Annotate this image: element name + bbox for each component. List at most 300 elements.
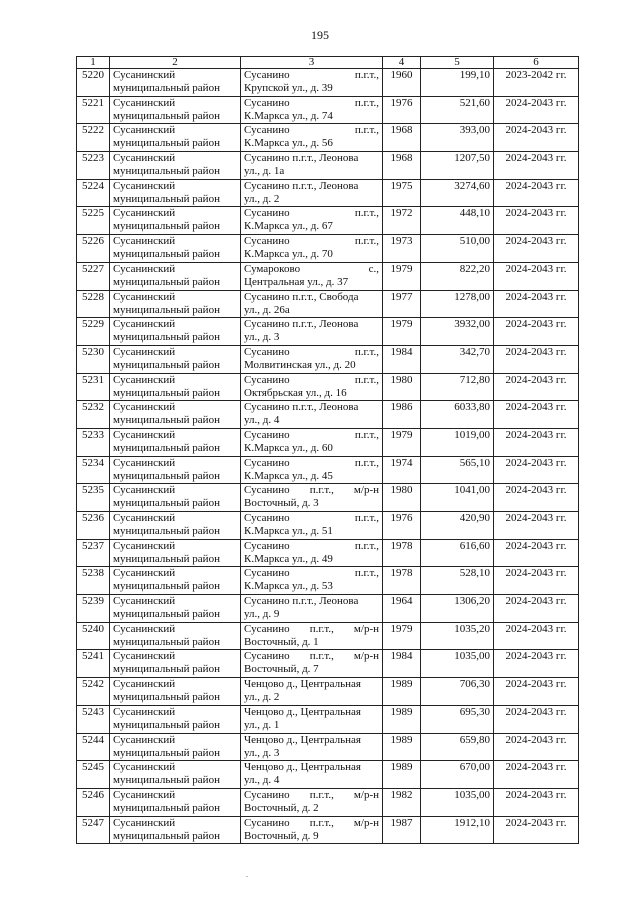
- address-word: п.г.т.,: [354, 207, 379, 220]
- address-cell: [241, 207, 383, 235]
- repair-period: 2024-2043 гг.: [494, 428, 579, 456]
- total-area: 659,80: [421, 733, 494, 761]
- municipality-line: муниципальный район: [113, 829, 220, 842]
- total-area: 1035,20: [421, 622, 494, 650]
- municipality-line: Сусанинский: [113, 235, 176, 248]
- address-cell: [241, 678, 383, 706]
- repair-period: 2023-2042 гг.: [494, 69, 579, 97]
- municipality-line: муниципальный район: [113, 275, 220, 288]
- address-word: Сусанино: [244, 512, 290, 524]
- address-cell: [241, 262, 383, 290]
- total-area: 528,10: [421, 567, 494, 595]
- build-year: 1986: [383, 401, 421, 429]
- address-word: п.г.т.,: [309, 484, 334, 497]
- build-year: 1977: [383, 290, 421, 318]
- table-row: [77, 622, 579, 650]
- address-line-1: [244, 207, 379, 220]
- address-line-1: [244, 291, 379, 304]
- table-row: [77, 235, 579, 263]
- row-number: 5225: [77, 207, 110, 235]
- municipality-line: Сусанинский: [113, 539, 176, 552]
- address-line-1: [244, 678, 379, 691]
- address-cell: [241, 401, 383, 429]
- municipality-cell: [110, 69, 241, 97]
- total-area: 521,60: [421, 96, 494, 124]
- row-number: 5238: [77, 567, 110, 595]
- address-cell: [241, 456, 383, 484]
- municipality-line: муниципальный район: [113, 358, 220, 371]
- repair-period: 2024-2043 гг.: [494, 512, 579, 540]
- address-word: Сусанино: [244, 96, 290, 109]
- page-number: 195: [311, 28, 329, 42]
- address-line-2: ул., д. 4: [244, 414, 280, 427]
- total-area: 510,00: [421, 235, 494, 263]
- address-cell: [241, 595, 383, 623]
- address-word: Сусанино: [244, 428, 290, 441]
- table-body: [77, 69, 579, 844]
- address-word: Ченцово д., Центральная: [244, 761, 361, 774]
- address-line-1: [244, 401, 379, 414]
- scan-speck: [246, 876, 248, 877]
- address-cell: [241, 345, 383, 373]
- column-number-row: [77, 57, 579, 69]
- total-area: 565,10: [421, 456, 494, 484]
- address-line-1: [244, 235, 379, 248]
- address-line-2: К.Маркса ул., д. 53: [244, 580, 333, 593]
- row-number: 5235: [77, 484, 110, 512]
- address-word: Сусанино: [244, 567, 290, 580]
- municipality-cell: [110, 788, 241, 816]
- row-number: 5233: [77, 428, 110, 456]
- address-word: Сусанино п.г.т., Леонова: [244, 179, 359, 192]
- address-line-1: [244, 69, 379, 82]
- municipality-cell: [110, 152, 241, 180]
- municipality-line: Сусанинский: [113, 124, 176, 137]
- total-area: 616,60: [421, 539, 494, 567]
- municipality-line: Сусанинский: [113, 179, 176, 192]
- row-number: 5245: [77, 761, 110, 789]
- address-line-1: [244, 263, 379, 276]
- table-row: [77, 761, 579, 789]
- address-line-1: [244, 789, 379, 802]
- address-line-1: [244, 429, 379, 442]
- repair-period: 2024-2043 гг.: [494, 788, 579, 816]
- address-word: Сусанино: [244, 345, 290, 358]
- row-number: 5246: [77, 788, 110, 816]
- municipality-line: муниципальный район: [113, 220, 220, 233]
- municipality-line: Сусанинский: [113, 595, 176, 608]
- table-row: [77, 96, 579, 124]
- address-line-2: К.Маркса ул., д. 49: [244, 552, 333, 565]
- address-cell: [241, 428, 383, 456]
- municipality-line: муниципальный район: [113, 746, 220, 759]
- table-row: [77, 705, 579, 733]
- municipality-cell: [110, 373, 241, 401]
- address-word: Ченцово д., Центральная: [244, 678, 361, 691]
- municipality-line: муниципальный район: [113, 248, 220, 261]
- address-word: Ченцово д., Центральная: [244, 733, 361, 746]
- address-word: Сусанино: [244, 124, 290, 137]
- build-year: 1980: [383, 373, 421, 401]
- table-row: [77, 456, 579, 484]
- total-area: 1035,00: [421, 650, 494, 678]
- build-year: 1989: [383, 678, 421, 706]
- address-cell: [241, 705, 383, 733]
- address-cell: [241, 69, 383, 97]
- address-word: Сусанино: [244, 484, 290, 497]
- municipality-line: муниципальный район: [113, 192, 220, 205]
- build-year: 1979: [383, 262, 421, 290]
- address-line-2: ул., д. 26а: [244, 303, 290, 316]
- address-word: Сусанино: [244, 373, 290, 386]
- row-number: 5222: [77, 124, 110, 152]
- address-word: п.г.т.,: [309, 650, 334, 663]
- table-row: [77, 512, 579, 540]
- total-area: 706,30: [421, 678, 494, 706]
- municipality-line: Сусанинский: [113, 650, 176, 663]
- address-cell: [241, 373, 383, 401]
- address-word: м/р-н: [353, 788, 379, 801]
- address-cell: [241, 816, 383, 844]
- address-word: п.г.т.,: [354, 96, 379, 109]
- address-word: п.г.т.,: [309, 816, 334, 829]
- address-line-1: [244, 318, 379, 331]
- registry-table: [76, 56, 579, 844]
- address-line-2: Центральная ул., д. 37: [244, 275, 349, 288]
- address-line-2: К.Маркса ул., д. 56: [244, 137, 333, 150]
- address-cell: [241, 290, 383, 318]
- row-number: 5230: [77, 345, 110, 373]
- address-cell: [241, 152, 383, 180]
- address-word: п.г.т.,: [309, 622, 334, 635]
- address-line-1: [244, 180, 379, 193]
- repair-period: 2024-2043 гг.: [494, 96, 579, 124]
- address-word: Сусанино: [244, 788, 290, 801]
- address-line-1: [244, 761, 379, 774]
- municipality-line: Сусанинский: [113, 428, 176, 441]
- address-word: Сусанино: [244, 69, 290, 81]
- total-area: 3274,60: [421, 179, 494, 207]
- address-line-2: Восточный, д. 3: [244, 497, 319, 510]
- row-number: 5228: [77, 290, 110, 318]
- table-row: [77, 373, 579, 401]
- municipality-line: муниципальный район: [113, 497, 220, 510]
- municipality-line: Сусанинский: [113, 622, 176, 635]
- row-number: 5221: [77, 96, 110, 124]
- municipality-line: муниципальный район: [113, 414, 220, 427]
- address-word: п.г.т.,: [354, 69, 379, 81]
- build-year: 1978: [383, 567, 421, 595]
- table-row: [77, 788, 579, 816]
- address-word: Сусанино: [244, 456, 290, 469]
- build-year: 1979: [383, 622, 421, 650]
- municipality-line: Сусанинский: [113, 484, 176, 497]
- repair-period: 2024-2043 гг.: [494, 152, 579, 180]
- repair-period: 2024-2043 гг.: [494, 456, 579, 484]
- municipality-line: муниципальный район: [113, 718, 220, 731]
- address-word: м/р-н: [353, 622, 379, 635]
- address-line-2: К.Маркса ул., д. 60: [244, 441, 333, 454]
- municipality-line: муниципальный район: [113, 525, 220, 537]
- municipality-cell: [110, 484, 241, 512]
- address-line-2: К.Маркса ул., д. 74: [244, 109, 333, 122]
- address-word: Сусанино: [244, 539, 290, 552]
- row-number: 5234: [77, 456, 110, 484]
- row-number: 5242: [77, 678, 110, 706]
- total-area: 1019,00: [421, 428, 494, 456]
- table-row: [77, 345, 579, 373]
- build-year: 1972: [383, 207, 421, 235]
- repair-period: 2024-2043 гг.: [494, 179, 579, 207]
- build-year: 1968: [383, 124, 421, 152]
- address-cell: [241, 539, 383, 567]
- address-line-1: [244, 540, 379, 553]
- build-year: 1976: [383, 512, 421, 540]
- repair-period: 2024-2043 гг.: [494, 678, 579, 706]
- municipality-cell: [110, 678, 241, 706]
- table-row: [77, 650, 579, 678]
- address-cell: [241, 179, 383, 207]
- build-year: 1964: [383, 595, 421, 623]
- address-word: Сусанино: [244, 207, 290, 220]
- municipality-cell: [110, 650, 241, 678]
- municipality-line: муниципальный район: [113, 801, 220, 814]
- total-area: 420,90: [421, 512, 494, 540]
- row-number: 5231: [77, 373, 110, 401]
- build-year: 1982: [383, 788, 421, 816]
- repair-period: 2024-2043 гг.: [494, 539, 579, 567]
- address-cell: [241, 567, 383, 595]
- municipality-line: муниципальный район: [113, 82, 220, 94]
- address-line-1: [244, 97, 379, 110]
- address-word: м/р-н: [353, 816, 379, 829]
- municipality-line: муниципальный район: [113, 691, 220, 704]
- municipality-line: Сусанинский: [113, 705, 176, 718]
- address-line-2: ул., д. 1: [244, 718, 280, 731]
- municipality-cell: [110, 428, 241, 456]
- table-row: [77, 733, 579, 761]
- column-header: 2: [110, 57, 241, 69]
- repair-period: 2024-2043 гг.: [494, 235, 579, 263]
- municipality-line: Сусанинский: [113, 733, 176, 746]
- address-line-2: Крупской ул., д. 39: [244, 82, 333, 94]
- address-cell: [241, 733, 383, 761]
- municipality-line: муниципальный район: [113, 386, 220, 399]
- municipality-line: муниципальный район: [113, 165, 220, 178]
- column-header: 1: [77, 57, 110, 69]
- municipality-line: Сусанинский: [113, 401, 176, 414]
- row-number: 5223: [77, 152, 110, 180]
- municipality-line: муниципальный район: [113, 303, 220, 316]
- address-word: Сусанино: [244, 650, 290, 663]
- total-area: 1912,10: [421, 816, 494, 844]
- address-cell: [241, 235, 383, 263]
- build-year: 1984: [383, 650, 421, 678]
- repair-period: 2024-2043 гг.: [494, 567, 579, 595]
- municipality-line: муниципальный район: [113, 469, 220, 482]
- build-year: 1989: [383, 705, 421, 733]
- address-line-2: ул., д. 2: [244, 192, 280, 205]
- address-line-1: [244, 623, 379, 636]
- address-line-2: Молвитинская ул., д. 20: [244, 358, 356, 371]
- municipality-cell: [110, 96, 241, 124]
- municipality-line: Сусанинский: [113, 761, 176, 774]
- total-area: 3932,00: [421, 318, 494, 346]
- repair-period: 2024-2043 гг.: [494, 705, 579, 733]
- address-word: м/р-н: [353, 484, 379, 497]
- municipality-cell: [110, 318, 241, 346]
- build-year: 1978: [383, 539, 421, 567]
- address-line-2: К.Маркса ул., д. 45: [244, 469, 333, 482]
- address-line-1: [244, 512, 379, 525]
- address-line-1: [244, 650, 379, 663]
- municipality-line: Сусанинский: [113, 456, 176, 469]
- repair-period: 2024-2043 гг.: [494, 124, 579, 152]
- address-cell: [241, 318, 383, 346]
- address-cell: [241, 650, 383, 678]
- address-line-1: [244, 457, 379, 470]
- row-number: 5220: [77, 69, 110, 97]
- row-number: 5241: [77, 650, 110, 678]
- row-number: 5226: [77, 235, 110, 263]
- table-row: [77, 290, 579, 318]
- municipality-line: муниципальный район: [113, 635, 220, 648]
- municipality-cell: [110, 179, 241, 207]
- row-number: 5227: [77, 262, 110, 290]
- address-line-1: [244, 484, 379, 497]
- table-row: [77, 678, 579, 706]
- municipality-line: Сусанинский: [113, 816, 176, 829]
- address-line-2: ул., д. 4: [244, 774, 280, 787]
- address-line-1: [244, 706, 379, 719]
- build-year: 1989: [383, 761, 421, 789]
- build-year: 1960: [383, 69, 421, 97]
- address-line-2: Восточный, д. 9: [244, 829, 319, 842]
- address-cell: [241, 622, 383, 650]
- address-line-1: [244, 734, 379, 747]
- build-year: 1989: [383, 733, 421, 761]
- municipality-line: Сусанинский: [113, 567, 176, 580]
- repair-period: 2024-2043 гг.: [494, 650, 579, 678]
- row-number: 5244: [77, 733, 110, 761]
- address-word: Сусанино: [244, 622, 290, 635]
- address-word: с.,: [368, 262, 379, 275]
- build-year: 1974: [383, 456, 421, 484]
- table-row: [77, 401, 579, 429]
- total-area: 1041,00: [421, 484, 494, 512]
- municipality-cell: [110, 567, 241, 595]
- address-line-1: [244, 595, 379, 608]
- municipality-cell: [110, 124, 241, 152]
- column-header: 3: [241, 57, 383, 69]
- build-year: 1973: [383, 235, 421, 263]
- municipality-line: Сусанинский: [113, 788, 176, 801]
- municipality-cell: [110, 761, 241, 789]
- address-cell: [241, 788, 383, 816]
- address-word: Ченцово д., Центральная: [244, 705, 361, 718]
- table-row: [77, 484, 579, 512]
- municipality-cell: [110, 539, 241, 567]
- municipality-cell: [110, 207, 241, 235]
- table-row: [77, 567, 579, 595]
- row-number: 5224: [77, 179, 110, 207]
- repair-period: 2024-2043 гг.: [494, 484, 579, 512]
- municipality-line: Сусанинский: [113, 207, 176, 220]
- address-word: п.г.т.,: [354, 567, 379, 580]
- table-row: [77, 179, 579, 207]
- address-cell: [241, 484, 383, 512]
- table-row: [77, 124, 579, 152]
- municipality-line: муниципальный район: [113, 109, 220, 122]
- address-cell: [241, 512, 383, 540]
- address-cell: [241, 761, 383, 789]
- address-line-1: [244, 817, 379, 830]
- address-word: п.г.т.,: [354, 539, 379, 552]
- municipality-line: Сусанинский: [113, 345, 176, 358]
- address-line-1: [244, 567, 379, 580]
- row-number: 5236: [77, 512, 110, 540]
- address-word: п.г.т.,: [309, 788, 334, 801]
- row-number: 5240: [77, 622, 110, 650]
- address-line-2: К.Маркса ул., д. 67: [244, 220, 333, 233]
- municipality-line: Сусанинский: [113, 152, 176, 165]
- build-year: 1987: [383, 816, 421, 844]
- municipality-line: Сусанинский: [113, 96, 176, 109]
- build-year: 1984: [383, 345, 421, 373]
- municipality-cell: [110, 705, 241, 733]
- address-word: Сусанино п.г.т., Свобода: [244, 290, 359, 303]
- row-number: 5247: [77, 816, 110, 844]
- address-line-2: Восточный, д. 2: [244, 801, 319, 814]
- municipality-line: Сусанинский: [113, 318, 176, 331]
- municipality-line: муниципальный район: [113, 580, 220, 593]
- municipality-line: Сусанинский: [113, 512, 176, 524]
- municipality-line: муниципальный район: [113, 608, 220, 621]
- table-row: [77, 816, 579, 844]
- repair-period: 2024-2043 гг.: [494, 290, 579, 318]
- address-line-2: ул., д. 1а: [244, 165, 285, 178]
- total-area: 1035,00: [421, 788, 494, 816]
- total-area: 670,00: [421, 761, 494, 789]
- table-row: [77, 69, 579, 97]
- municipality-cell: [110, 733, 241, 761]
- address-line-2: ул., д. 2: [244, 691, 280, 704]
- address-word: Сусанино п.г.т., Леонова: [244, 401, 359, 414]
- address-cell: [241, 96, 383, 124]
- municipality-line: Сусанинский: [113, 262, 176, 275]
- table-row: [77, 318, 579, 346]
- address-line-1: [244, 374, 379, 387]
- repair-period: 2024-2043 гг.: [494, 373, 579, 401]
- address-word: п.г.т.,: [354, 456, 379, 469]
- repair-period: 2024-2043 гг.: [494, 816, 579, 844]
- municipality-line: Сусанинский: [113, 290, 176, 303]
- build-year: 1968: [383, 152, 421, 180]
- municipality-cell: [110, 262, 241, 290]
- address-word: п.г.т.,: [354, 373, 379, 386]
- municipality-cell: [110, 401, 241, 429]
- build-year: 1979: [383, 428, 421, 456]
- address-line-2: Восточный, д. 1: [244, 635, 319, 648]
- municipality-cell: [110, 235, 241, 263]
- row-number: 5237: [77, 539, 110, 567]
- table-row: [77, 262, 579, 290]
- address-cell: [241, 124, 383, 152]
- address-word: п.г.т.,: [354, 512, 379, 524]
- municipality-cell: [110, 595, 241, 623]
- address-line-1: [244, 346, 379, 359]
- address-line-2: К.Маркса ул., д. 51: [244, 525, 333, 537]
